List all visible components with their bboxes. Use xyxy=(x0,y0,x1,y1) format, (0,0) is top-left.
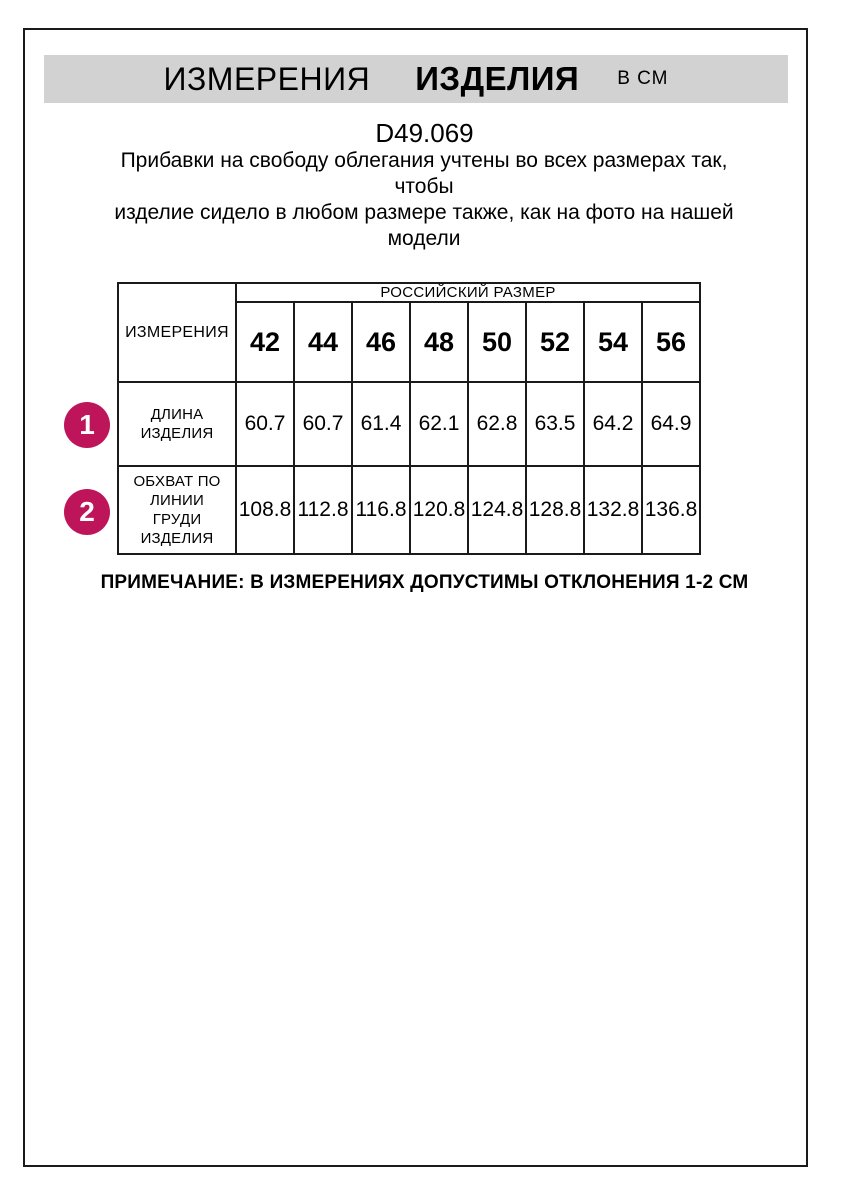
chest-value: 128.8 xyxy=(526,466,584,554)
chest-value: 120.8 xyxy=(410,466,468,554)
length-value: 61.4 xyxy=(352,382,410,466)
size-col-header-56: 56 xyxy=(642,302,700,382)
tolerance-note: ПРИМЕЧАНИЕ: В ИЗМЕРЕНИЯХ ДОПУСТИМЫ ОТКЛОНЕНИЯ 1-2 СМ xyxy=(100,572,749,593)
row-number-badge-2: 2 xyxy=(64,489,110,535)
chest-value: 124.8 xyxy=(468,466,526,554)
fit-description xyxy=(104,148,744,252)
size-col-header-48: 48 xyxy=(410,302,468,382)
length-value: 60.7 xyxy=(236,382,294,466)
length-value: 63.5 xyxy=(526,382,584,466)
chest-value: 112.8 xyxy=(294,466,352,554)
chest-value: 108.8 xyxy=(236,466,294,554)
measurements-table xyxy=(117,282,701,555)
chest-value: 132.8 xyxy=(584,466,642,554)
size-col-header-52: 52 xyxy=(526,302,584,382)
size-group-header: РОССИЙСКИЙ РАЗМЕР xyxy=(236,283,700,302)
title-product: ИЗДЕЛИЯ xyxy=(415,60,580,97)
row-label-chest: ОБХВАТ ПО ЛИНИИ ГРУДИ ИЗДЕЛИЯ xyxy=(118,466,236,554)
size-col-header-46: 46 xyxy=(352,302,410,382)
title-bar xyxy=(44,55,788,103)
row-number-badge-1: 1 xyxy=(64,402,110,448)
table-row-length xyxy=(118,382,700,466)
length-value: 62.1 xyxy=(410,382,468,466)
size-col-header-50: 50 xyxy=(468,302,526,382)
chest-value: 136.8 xyxy=(642,466,700,554)
chest-value: 116.8 xyxy=(352,466,410,554)
fit-description-line: изделие сидело в любом размере также, как на фото на нашей xyxy=(114,201,734,224)
row-label-length: ДЛИНА ИЗДЕЛИЯ xyxy=(118,382,236,466)
table-corner-header: ИЗМЕРЕНИЯ xyxy=(118,283,236,382)
length-value: 64.9 xyxy=(642,382,700,466)
size-col-header-54: 54 xyxy=(584,302,642,382)
fit-description-line: модели xyxy=(387,227,461,250)
length-value: 64.2 xyxy=(584,382,642,466)
title-units: В СМ xyxy=(617,68,669,89)
fit-description-line: Прибавки на свободу облегания учтены во всех размерах так, чтобы xyxy=(120,149,728,198)
length-value: 62.8 xyxy=(468,382,526,466)
table-group-header-row xyxy=(118,283,700,302)
product-code: D49.069 xyxy=(375,118,474,148)
title-measurements: ИЗМЕРЕНИЯ xyxy=(163,60,371,97)
size-col-header-44: 44 xyxy=(294,302,352,382)
table-row-chest xyxy=(118,466,700,554)
length-value: 60.7 xyxy=(294,382,352,466)
size-col-header-42: 42 xyxy=(236,302,294,382)
